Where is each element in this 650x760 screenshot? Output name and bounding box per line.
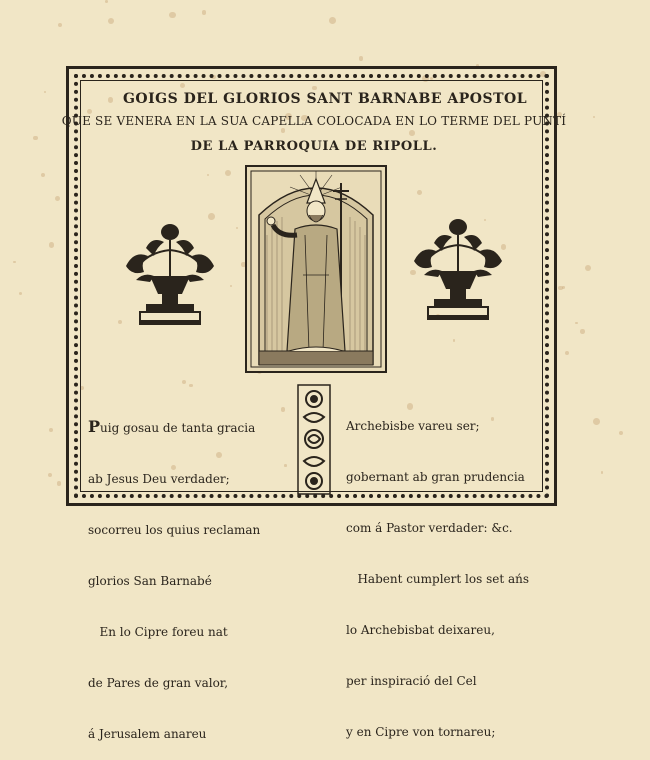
paper-speck: [19, 292, 23, 296]
saint-icon: [245, 165, 387, 373]
paper-speck: [593, 418, 600, 425]
paper-speck: [13, 261, 15, 263]
paper-speck: [169, 12, 175, 18]
page-title: GOIGS DEL GLORIOS SANT BARNABE APOSTOL: [122, 91, 528, 107]
paper-speck: [48, 473, 52, 477]
verse-line: Archebisbe vareu ser;: [346, 419, 480, 433]
paper-speck: [41, 173, 45, 177]
verse-line: com á Pastor verdader: &c.: [346, 521, 513, 535]
verse-line: per inspiració del Cel: [346, 674, 477, 688]
verse-line: lo Archebisbat deixareu,: [346, 623, 495, 637]
verse-column-right: [346, 384, 529, 758]
verse-line: Habent cumplert los set ańs: [346, 572, 530, 586]
verse-line: socorreu los quius reclaman: [88, 523, 261, 537]
paper-speck: [108, 18, 114, 24]
paper-speck: [329, 17, 336, 24]
verse-line: gobernant ab gran prudencia: [346, 470, 525, 484]
paper-speck: [601, 471, 603, 473]
paper-speck: [558, 286, 562, 290]
paper-speck: [562, 286, 564, 288]
paper-speck: [55, 196, 60, 201]
paper-speck: [619, 431, 623, 435]
paper-speck: [359, 56, 363, 60]
page-subtitle-2: DE LA PARROQUIA DE RIPOLL.: [190, 139, 438, 154]
paper-speck: [202, 10, 207, 15]
paper-speck: [585, 265, 591, 271]
verse-line: Puig gosau de tanta gracia: [88, 417, 256, 436]
flower-vase-icon: [410, 215, 506, 323]
paper-speck: [580, 329, 584, 333]
ornamental-initial-icon: [296, 383, 332, 496]
verse-line: En lo Cipre foreu nat: [88, 625, 228, 639]
flower-vase-icon: [122, 220, 218, 328]
paper-speck: [49, 242, 54, 247]
verse-line: ab Jesus Deu verdader;: [88, 472, 230, 486]
paper-speck: [565, 351, 569, 355]
paper-speck: [57, 481, 61, 485]
paper-speck: [575, 322, 578, 325]
verse-line: y en Cipre von tornareu;: [346, 725, 496, 739]
verse-line: á Jerusalem anareu: [88, 727, 207, 741]
paper-speck: [58, 23, 62, 27]
verse-column-left: [88, 384, 260, 760]
verse-line: glorios San Barnabé: [88, 574, 212, 588]
page-subtitle: QUE SE VENERA EN LA SUA CAPELLA COLOCADA EN LO TERME DEL PUNTÍ: [61, 114, 567, 128]
paper-speck: [105, 0, 108, 3]
paper-speck: [49, 428, 53, 432]
verse-line: de Pares de gran valor,: [88, 676, 229, 690]
